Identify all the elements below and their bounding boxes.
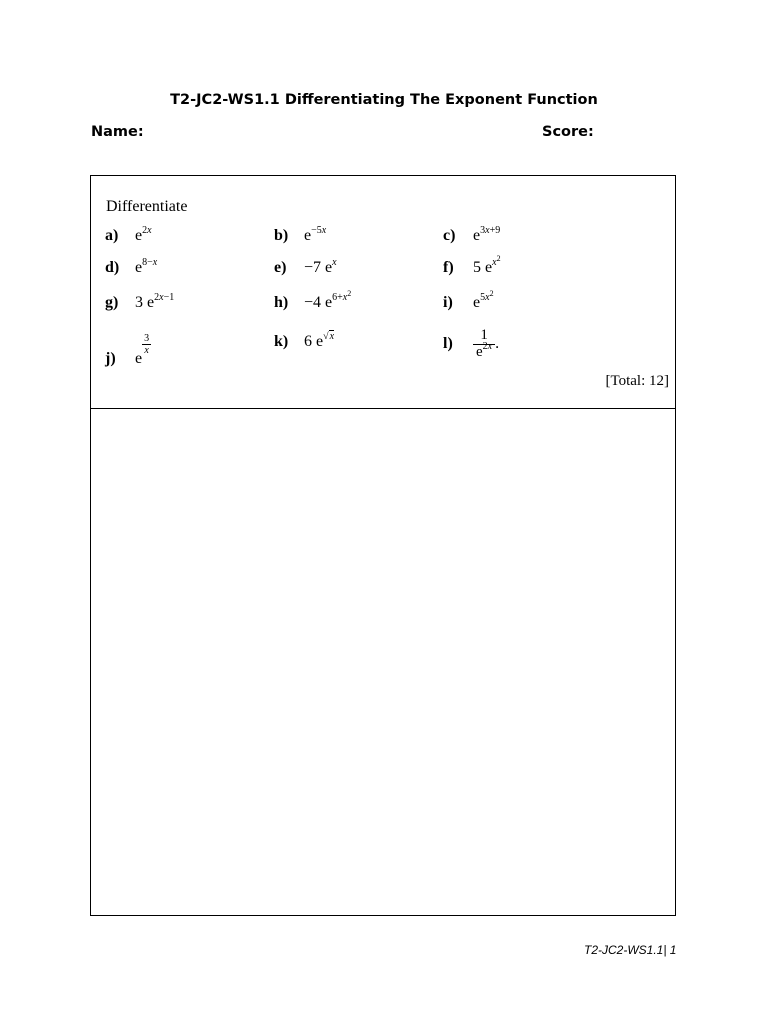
score-label: Score: [542,124,594,140]
total-marks: [Total: 12] [605,373,669,389]
question-expression: $e^{2x}$ [135,225,152,244]
question-expression: −7 $e^x$ [304,257,337,276]
question-k [274,333,334,351]
question-expression: $e^{-5x}$ [304,225,327,244]
question-label: k) [274,333,289,350]
question-expression: 5 $e^{x^2}$ [473,254,501,276]
answer-area[interactable] [90,408,676,916]
question-expression: −4 $e^{6+x^2}$ [304,289,352,311]
question-l [443,328,499,361]
question-label: c) [443,227,456,244]
question-expression: $e^{5x^2}$ [473,289,494,311]
question-label: g) [105,294,119,311]
question-label: j) [105,350,116,367]
question-expression: $e^{8-x}$ [135,257,158,276]
question-label: a) [105,227,119,244]
question-b [274,227,326,245]
question-label: h) [274,294,289,311]
question-d [105,259,157,277]
page-footer: T2-JC2-WS1.1| 1 [584,943,677,957]
question-expression: $e^{3x+9}$ [473,225,501,244]
question-expression: $\frac{1}{e^{2x}}$ . [473,328,499,361]
question-expression: e $\frac{3}{x}$ [135,333,150,367]
question-label: l) [443,334,453,352]
question-label: e) [274,259,287,276]
worksheet-title: T2-JC2-WS1.1 Differentiating The Exponent Function [170,92,598,108]
question-label: f) [443,259,454,276]
question-label: i) [443,294,453,311]
question-a [105,227,152,245]
question-g [105,294,174,312]
question-expression: 6 $e^{√x}$ [304,331,335,350]
question-h [274,289,352,312]
question-e [274,259,337,277]
name-label: Name: [91,124,144,140]
question-box [90,175,676,409]
question-label: b) [274,227,289,244]
instruction-text: Differentiate [106,198,188,215]
question-c [443,227,500,245]
question-expression: 3 $e^{2x-1}$ [135,292,175,311]
question-i [443,289,494,312]
question-j [105,333,151,368]
question-label: d) [105,259,120,276]
question-f [443,254,501,277]
